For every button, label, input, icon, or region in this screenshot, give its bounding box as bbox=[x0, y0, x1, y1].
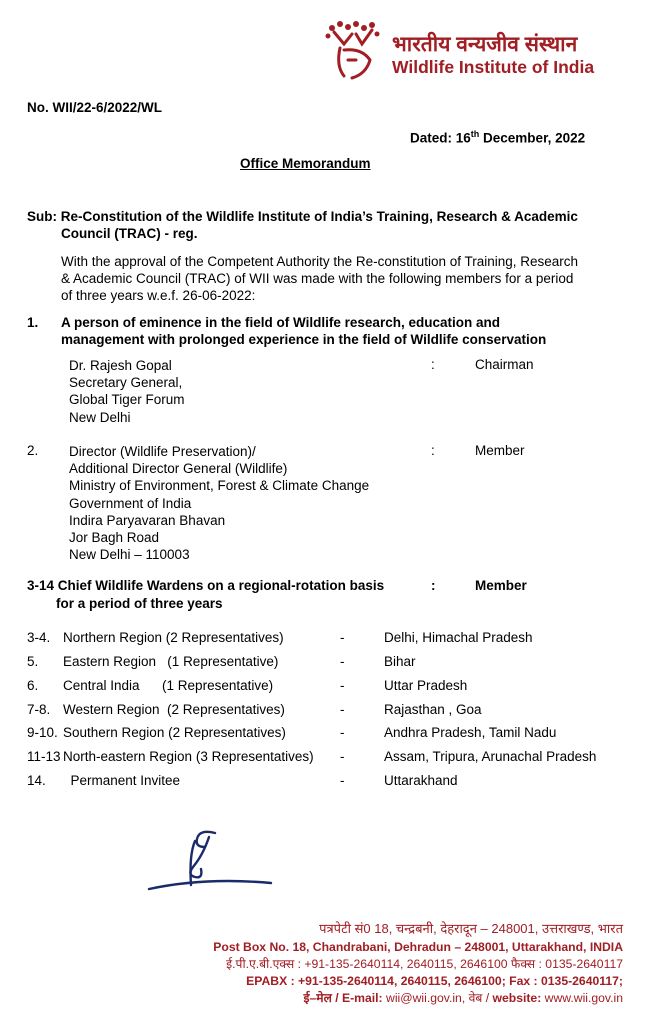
item1-heading: A person of eminence in the field of Wildlife research, education and management with prolonged experience in the field of Wildlife conservation bbox=[61, 315, 547, 348]
wii-deer-logo bbox=[322, 20, 384, 82]
footer-phone-english: EPABX : +91-135-2640114, 2640115, 2646100; Fax : 0135-2640117; bbox=[246, 974, 623, 988]
item3-role: Member bbox=[475, 578, 527, 593]
subject-line-2: Council (TRAC) - reg. bbox=[61, 226, 198, 241]
org-name-english: Wildlife Institute of India bbox=[392, 57, 595, 77]
signature bbox=[145, 825, 275, 895]
date-line: Dated: 16th December, 2022 bbox=[410, 129, 586, 146]
item2-number: 2. bbox=[27, 443, 39, 458]
footer-address-hindi: पत्रपेटी सं0 18, चन्द्रबनी, देहरादून – 248001, उत्तराखण्ड, भारत bbox=[319, 921, 623, 936]
subject-line-1: Sub: Re-Constitution of the Wildlife Institute of India’s Training, Research & Academic bbox=[27, 209, 578, 224]
intro-paragraph: With the approval of the Competent Authority the Re-constitution of Training, Research & Academic Council (TRAC) of WII was made with the following members for a period of three years w.e.f. 26-06-2022: bbox=[61, 254, 579, 304]
memo-title: Office Memorandum bbox=[240, 156, 371, 171]
org-name-hindi: भारतीय वन्यजीव संस्थान bbox=[392, 33, 578, 56]
item2-role: Member bbox=[475, 443, 525, 458]
item2-address: Director (Wildlife Preservation)/ Additional Director General (Wildlife) Ministry of Environment, Forest & Climate Change Government of India Indira Paryavaran Bhavan Jor Bagh Road New Delhi – 110003 bbox=[69, 444, 370, 563]
footer-address-english: Post Box No. 18, Chandrabani, Dehradun – 248001, Uttarakhand, INDIA bbox=[213, 940, 623, 954]
item3-colon: : bbox=[431, 578, 436, 593]
item3-heading-1: 3-14 Chief Wildlife Wardens on a regional-rotation basis bbox=[27, 578, 385, 593]
item1-address: Dr. Rajesh Gopal Secretary General, Global Tiger Forum New Delhi bbox=[69, 358, 185, 425]
reference-number: No. WII/22-6/2022/WL bbox=[27, 100, 163, 115]
item2-colon: : bbox=[431, 443, 435, 458]
item1-number: 1. bbox=[27, 315, 39, 330]
footer-phone-hindi: ई.पी.ए.बी.एक्स : +91-135-2640114, 2640115, 2646100 फैक्स : 0135-2640117 bbox=[226, 957, 623, 971]
item1-role: Chairman bbox=[475, 357, 534, 372]
item3-heading-2: for a period of three years bbox=[56, 596, 223, 611]
footer-email-website: ई–मेल / E-mail: wii@wii.gov.in, वेब / website: www.wii.gov.in bbox=[303, 991, 623, 1005]
item1-colon: : bbox=[431, 357, 435, 372]
